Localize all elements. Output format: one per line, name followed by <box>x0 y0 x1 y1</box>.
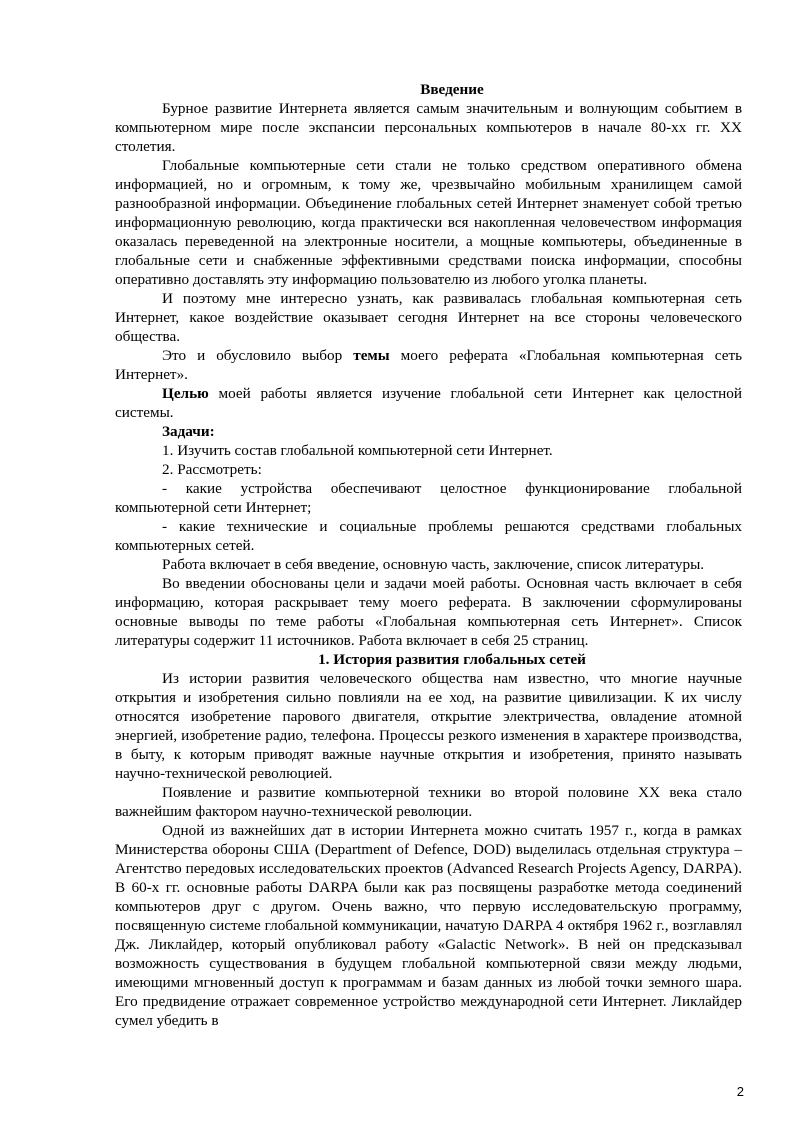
goal-text: моей работы является изучение глобальной сети Интернет как целостной системы. <box>115 385 742 421</box>
intro-paragraph-topic <box>115 346 742 384</box>
page-number: 2 <box>736 1084 744 1099</box>
intro-heading: Введение <box>420 81 484 98</box>
task-item-2: 2. Рассмотреть: <box>162 461 262 478</box>
intro-paragraph-3: И поэтому мне интересно узнать, как развивалась глобальная компьютерная сеть Интернет, какое воздействие оказывает сегодня Интернет на все стороны человеческого общества. <box>115 290 742 345</box>
intro-paragraph-summary: Во введении обоснованы цели и задачи моей работы. Основная часть включает в себя информацию, которая раскрывает тему моего реферата. В заключении сформулированы основные выводы по теме работы «Глобальная компьютерная сеть Интернет». Список литературы содержит 11 источников. Работа включает в себя 25 страниц. <box>115 575 742 649</box>
task-item-2b: - какие технические и социальные проблемы решаются средствами глобальных компьютерных сетей. <box>115 518 742 554</box>
task-item-2a: - какие устройства обеспечивают целостное функционирование глобальной компьютерной сети Интернет; <box>115 480 742 516</box>
topic-bold-word: темы <box>353 347 390 364</box>
tasks-label: Задачи: <box>162 423 215 440</box>
intro-paragraph-1: Бурное развитие Интернета является самым значительным и волнующим событием в компьютерном мире после экспансии персональных компьютеров в начале 80-хх гг. XX столетия. <box>115 100 742 155</box>
section-1-paragraph-1: Из истории развития человеческого общества нам известно, что многие научные открытия и изобретения сильно повлияли на ее ход, на развитие цивилизации. К их числу относятся изобретение парового двигателя, открытие электричества, овладение атомной энергией, изобретение радио, телефона. Процессы резкого изменения в характере производства, в быту, к которым приводят важные научные открытия и изобретения, принято называть научно-технической революцией. <box>115 670 742 782</box>
topic-text-after: моего реферата «Глобальная компьютерная сеть Интернет». <box>115 347 743 383</box>
goal-bold-word: Целью <box>162 385 209 402</box>
section-1-heading: 1. История развития глобальных сетей <box>318 651 586 668</box>
intro-paragraph-goal <box>115 384 742 422</box>
task-item-1: 1. Изучить состав глобальной компьютерной сети Интернет. <box>162 442 553 459</box>
section-1-paragraph-3: Одной из важнейших дат в истории Интернета можно считать 1957 г., когда в рамках Министерства обороны США (Department of Defence, DOD) выделилась отдельная структура – Агентство передовых исследовательских проектов (Advanced Research Projects Agency, DARPA). В 60-х гг. основные работы DARPA были как раз посвящены разработке метода соединений компьютеров друг с другом. Очень важно, что первую исследовательскую программу, посвященную системе глобальной коммуникации, начатую DARPA 4 октября 1962 г., возглавлял Дж. Ликлайдер, который опубликовал работу «Galactic Network». В ней он предсказывал возможность существования в будущем глобальной компьютерной связи между людьми, имеющими мгновенный доступ к программам и базам данных из любой точки земного шара. Его предвидение отражает современное устройство международной сети Интернет. Ликлайдер сумел убедить в <box>115 822 742 1029</box>
intro-paragraph-structure: Работа включает в себя введение, основную часть, заключение, список литературы. <box>162 556 705 573</box>
section-1-paragraph-2: Появление и развитие компьютерной техники во второй половине XX века стало важнейшим фактором научно-технической революции. <box>115 784 742 820</box>
intro-paragraph-2: Глобальные компьютерные сети стали не только средством оперативного обмена информацией, но и огромным, к тому же, чрезвычайно мобильным хранилищем самой разнообразной информации. Объединение глобальных сетей Интернет знаменует собой третью информационную революцию, когда практически вся накопленная человечеством информация оказалась переведенной на электронные носители, а мощные компьютеры, объединенные в глобальные сети и снабженные эффективными средствами поиска информации, способны оперативно доставлять эту информацию пользователю из любого уголка планеты. <box>115 157 742 288</box>
topic-text-before: Это и обусловило выбор <box>162 347 354 364</box>
document-page <box>115 80 742 1030</box>
